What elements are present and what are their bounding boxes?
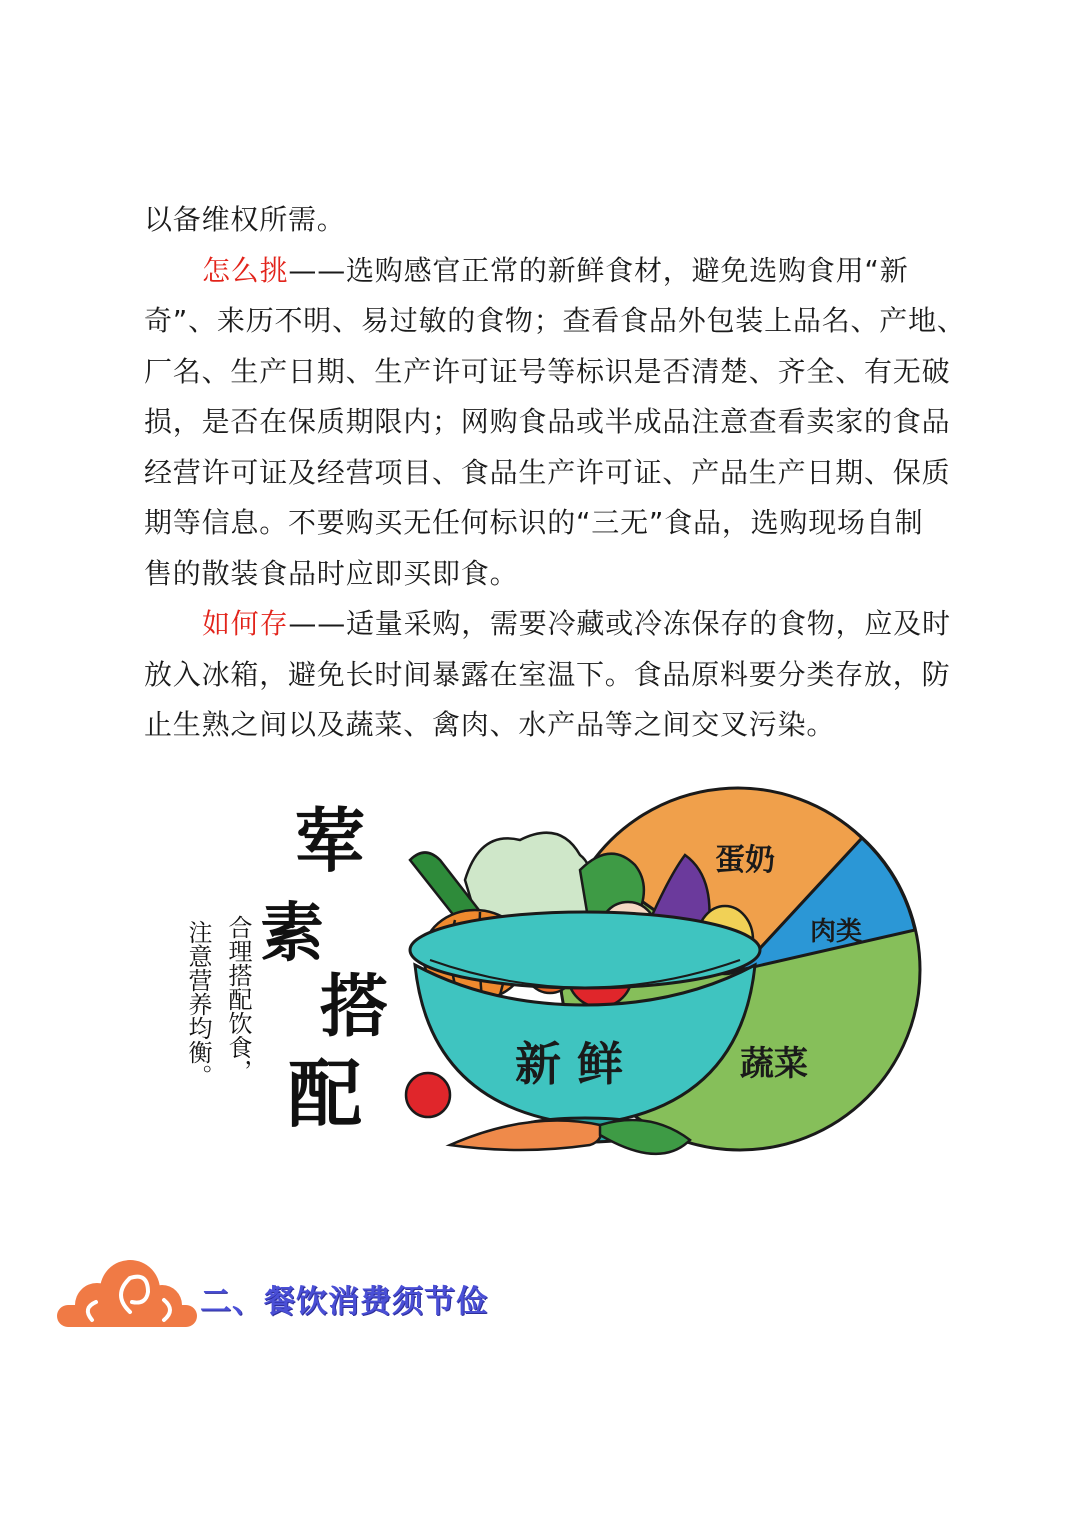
paragraph-line bbox=[144, 599, 951, 650]
side-text-harmony: 合理搭配饮食， bbox=[224, 915, 252, 1083]
paragraph-line: 损，是否在保质期限内；网购食品或半成品注意查看卖家的食品 bbox=[144, 405, 951, 438]
paragraph-line bbox=[144, 246, 944, 297]
pie-label-vegetables: 蔬菜 bbox=[740, 1044, 808, 1084]
paragraph-line: 奇”、来历不明、易过敏的食物；查看食品外包装上品名、产地、 bbox=[144, 304, 966, 337]
title-char-1: 荤 bbox=[295, 799, 365, 882]
paragraph-line: 以备维权所需。 bbox=[144, 203, 346, 236]
paragraph-text: ——选购感官正常的新鲜食材，避免选购食用“新 bbox=[288, 253, 909, 287]
pie-label-meat: 肉类 bbox=[810, 917, 863, 947]
title-lettering bbox=[260, 799, 388, 1138]
pie-label-eggs-milk: 蛋奶 bbox=[715, 843, 775, 878]
paragraph-storage bbox=[144, 599, 951, 751]
paragraph-line: 期等信息。不要购买无任何标识的“三无”食品，选购现场自制 bbox=[144, 506, 924, 539]
paragraph-line: 售的散装食品时应即买即食。 bbox=[144, 556, 519, 590]
side-text-balance: 注意营养均衡。 bbox=[184, 920, 212, 1088]
paragraph-selection bbox=[144, 246, 966, 600]
keyword-how-to-store: 如何存 bbox=[202, 607, 289, 640]
paragraph-text: ——适量采购，需要冷藏或冷冻保存的食物，应及时 bbox=[288, 607, 951, 640]
keyword-how-to-choose: 怎么挑 bbox=[202, 253, 289, 287]
balanced-diet-illustration bbox=[180, 780, 940, 1180]
bowl-rim bbox=[410, 912, 760, 988]
paragraph-line: 放入冰箱，避免长时间暴露在室温下。食品原料要分类存放，防 bbox=[144, 657, 951, 691]
bowl-label: 新 鲜 bbox=[515, 1037, 624, 1091]
section-heading-block bbox=[52, 1250, 512, 1340]
title-char-3: 搭 bbox=[320, 967, 389, 1047]
title-char-4: 配 bbox=[288, 1052, 362, 1138]
article-text bbox=[144, 195, 944, 246]
apple bbox=[406, 1073, 450, 1117]
paragraph-line: 经营许可证及经营项目、食品生产许可证、产品生产日期、保质 bbox=[144, 455, 951, 489]
section-heading: 二、餐饮消费须节俭 bbox=[200, 1284, 488, 1320]
title-char-2: 素 bbox=[260, 896, 324, 971]
carrot bbox=[450, 1121, 601, 1151]
auspicious-cloud-icon bbox=[52, 1250, 202, 1340]
paragraph-line: 厂名、生产日期、生产许可证号等标识是否清楚、齐全、有无破 bbox=[144, 354, 951, 388]
paragraph-line: 止生熟之间以及蔬菜、禽肉、水产品等之间交叉污染。 bbox=[144, 708, 836, 741]
